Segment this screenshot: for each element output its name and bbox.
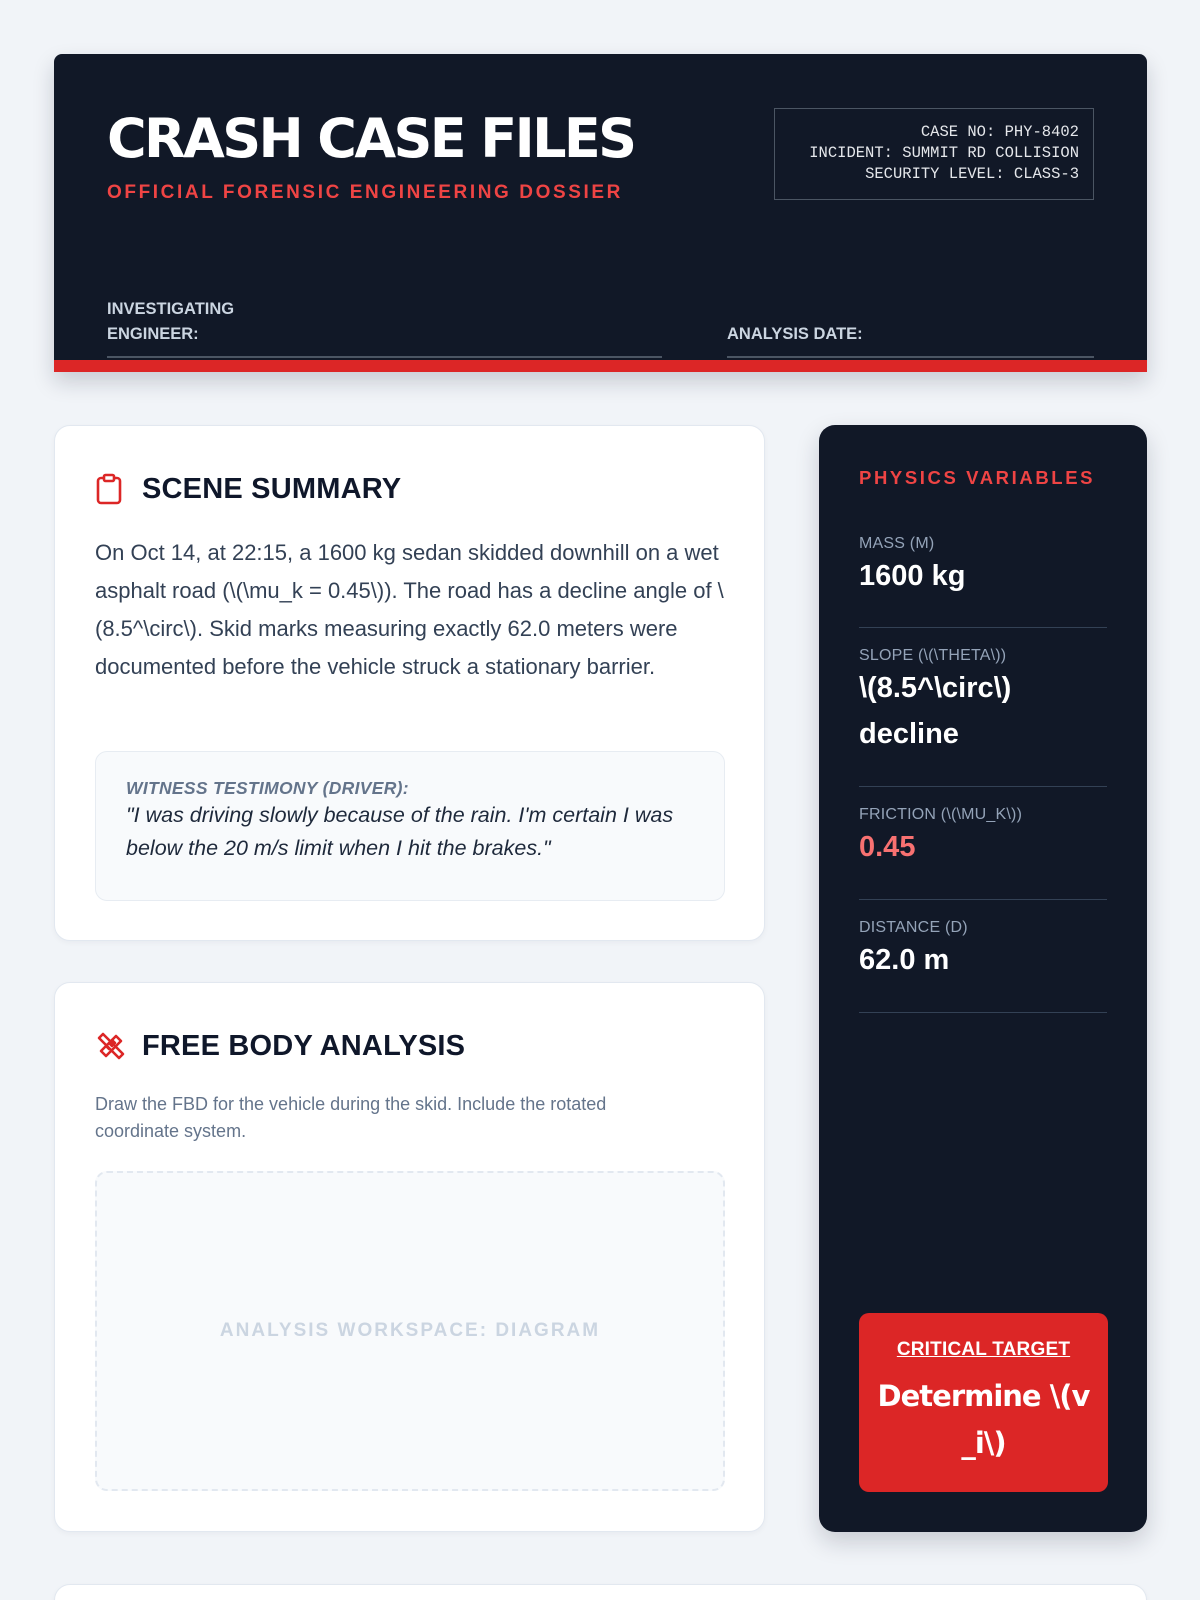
variable-slope (859, 647, 1107, 787)
diagram-workspace[interactable] (95, 1171, 725, 1491)
security-level: SECURITY LEVEL: CLASS-3 (865, 165, 1079, 183)
scene-summary-header (95, 472, 401, 506)
incident-name: INCIDENT: SUMMIT RD COLLISION (809, 144, 1079, 162)
variable-distance (859, 919, 1107, 1013)
variable-label: SLOPE (\(\THETA\)) (859, 647, 1007, 664)
variable-value: 62.0 m (859, 944, 950, 976)
witness-testimony (95, 751, 725, 901)
testimony-quote: "I was driving slowly because of the rain. I'm certain I was below the 20 m/s limit when I hit the brakes." (126, 803, 674, 860)
workspace-label: ANALYSIS WORKSPACE: DIAGRAM (219, 1320, 601, 1341)
case-header (54, 54, 1147, 372)
variable-value: \(8.5^\circ\) decline (859, 672, 1012, 750)
engineer-label: INVESTIGATING ENGINEER: (107, 300, 235, 343)
fbd-header (95, 1029, 465, 1063)
variable-friction (859, 806, 1107, 900)
page-title: CRASH CASE FILES (107, 107, 635, 170)
variable-value: 1600 kg (859, 560, 966, 592)
variable-label: MASS (M) (859, 535, 935, 552)
clipboard-icon (95, 472, 127, 506)
free-body-analysis-card (54, 982, 765, 1532)
variable-label: FRICTION (\(\MU_K\)) (859, 806, 1023, 823)
physics-variables-panel (819, 425, 1147, 1532)
critical-target-label: CRITICAL TARGET (896, 1339, 1071, 1360)
variable-label: DISTANCE (D) (859, 919, 968, 936)
scene-description: On Oct 14, at 22:15, a 1600 kg sedan skidded downhill on a wet asphalt road (\(\mu_k = 0.45\)). The road has a decline angle of \(8.5^\circ\). Skid marks measuring exactly 62.0 meters were documented before the vehicle struck a stationary barrier. (95, 540, 724, 679)
variable-value: 0.45 (859, 831, 916, 863)
fbd-heading: FREE BODY ANALYSIS (142, 1029, 466, 1062)
fbd-instruction: Draw the FBD for the vehicle during the skid. Include the rotated coordinate system. (95, 1094, 607, 1141)
case-info-box (774, 108, 1094, 200)
scene-summary-heading: SCENE SUMMARY (142, 472, 402, 505)
variable-mass (859, 535, 1107, 628)
critical-target-value: Determine \(v_i\) (877, 1379, 1090, 1460)
date-label: ANALYSIS DATE: (727, 325, 863, 343)
next-section-card (54, 1584, 1147, 1600)
tools-icon (95, 1029, 127, 1063)
scene-summary-card (54, 425, 765, 941)
page-subtitle: OFFICIAL FORENSIC ENGINEERING DOSSIER (107, 182, 623, 203)
header-accent-bar (54, 360, 1147, 372)
physics-variables-title: PHYSICS VARIABLES (859, 467, 1096, 488)
engineer-field[interactable] (107, 300, 662, 358)
critical-target-box (859, 1313, 1108, 1492)
date-field[interactable] (727, 300, 1094, 358)
testimony-label: WITNESS TESTIMONY (DRIVER): (126, 778, 409, 798)
case-number: CASE NO: PHY-8402 (920, 123, 1079, 141)
